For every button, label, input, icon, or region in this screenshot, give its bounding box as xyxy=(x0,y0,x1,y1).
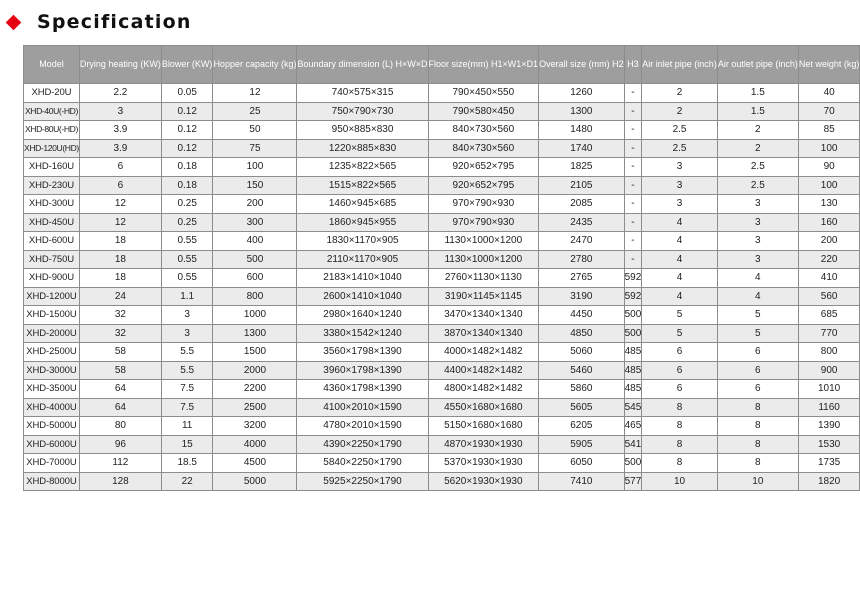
cell-floor-size: 3470×1340×1340 xyxy=(428,306,539,325)
cell-air-outlet-pipe: 3 xyxy=(717,213,798,232)
cell-overall-size: 5060 xyxy=(539,343,625,362)
cell-drying-heating: 3 xyxy=(79,102,161,121)
cell-hopper-capacity: 50 xyxy=(213,121,297,140)
cell-h3: - xyxy=(624,250,642,269)
cell-floor-size: 4870×1930×1930 xyxy=(428,435,539,454)
cell-boundary-dimension: 4100×2010×1590 xyxy=(297,398,428,417)
cell-drying-heating: 128 xyxy=(79,472,161,491)
cell-model: XHD-8000U xyxy=(24,472,80,491)
cell-floor-size: 920×652×795 xyxy=(428,176,539,195)
cell-h3: - xyxy=(624,121,642,140)
cell-overall-size: 1260 xyxy=(539,84,625,103)
cell-air-outlet-pipe: 5 xyxy=(717,324,798,343)
cell-floor-size: 840×730×560 xyxy=(428,139,539,158)
cell-air-outlet-pipe: 3 xyxy=(717,195,798,214)
table-row xyxy=(24,454,860,473)
cell-model: XHD-3000U xyxy=(24,361,80,380)
cell-overall-size: 5905 xyxy=(539,435,625,454)
cell-model: XHD-20U xyxy=(24,84,80,103)
cell-floor-size: 4400×1482×1482 xyxy=(428,361,539,380)
cell-floor-size: 3190×1145×1145 xyxy=(428,287,539,306)
cell-h3: - xyxy=(624,176,642,195)
cell-net-weight: 40 xyxy=(798,84,860,103)
cell-boundary-dimension: 2600×1410×1040 xyxy=(297,287,428,306)
cell-air-inlet-pipe: 4 xyxy=(642,250,718,269)
cell-net-weight: 800 xyxy=(798,343,860,362)
cell-h3: 545 xyxy=(624,398,642,417)
cell-drying-heating: 64 xyxy=(79,398,161,417)
cell-drying-heating: 2.2 xyxy=(79,84,161,103)
table-row xyxy=(24,158,860,177)
cell-net-weight: 1735 xyxy=(798,454,860,473)
cell-net-weight: 220 xyxy=(798,250,860,269)
cell-drying-heating: 24 xyxy=(79,287,161,306)
cell-blower: 0.55 xyxy=(161,269,213,288)
cell-air-outlet-pipe: 2.5 xyxy=(717,176,798,195)
cell-net-weight: 560 xyxy=(798,287,860,306)
cell-blower: 11 xyxy=(161,417,213,436)
cell-boundary-dimension: 1830×1170×905 xyxy=(297,232,428,251)
table-row xyxy=(24,213,860,232)
cell-hopper-capacity: 1500 xyxy=(213,343,297,362)
cell-model: XHD-230U xyxy=(24,176,80,195)
cell-overall-size: 2470 xyxy=(539,232,625,251)
cell-h3: 500 xyxy=(624,306,642,325)
cell-air-outlet-pipe: 3 xyxy=(717,232,798,251)
cell-overall-size: 2105 xyxy=(539,176,625,195)
cell-blower: 0.25 xyxy=(161,213,213,232)
cell-model: XHD-80U(-HD) xyxy=(24,121,80,140)
cell-hopper-capacity: 2500 xyxy=(213,398,297,417)
cell-air-outlet-pipe: 6 xyxy=(717,343,798,362)
cell-blower: 3 xyxy=(161,306,213,325)
table-row xyxy=(24,361,860,380)
cell-blower: 0.12 xyxy=(161,139,213,158)
cell-boundary-dimension: 950×885×830 xyxy=(297,121,428,140)
cell-boundary-dimension: 750×790×730 xyxy=(297,102,428,121)
cell-floor-size: 5620×1930×1930 xyxy=(428,472,539,491)
cell-h3: - xyxy=(624,195,642,214)
cell-overall-size: 5860 xyxy=(539,380,625,399)
cell-blower: 1.1 xyxy=(161,287,213,306)
cell-blower: 15 xyxy=(161,435,213,454)
cell-h3: - xyxy=(624,232,642,251)
cell-floor-size: 790×450×550 xyxy=(428,84,539,103)
cell-hopper-capacity: 100 xyxy=(213,158,297,177)
cell-air-inlet-pipe: 8 xyxy=(642,454,718,473)
cell-overall-size: 2085 xyxy=(539,195,625,214)
cell-model: XHD-450U xyxy=(24,213,80,232)
page-title: Specification xyxy=(37,11,192,33)
cell-model: XHD-1500U xyxy=(24,306,80,325)
col-header-model: Model xyxy=(24,46,80,84)
cell-air-inlet-pipe: 3 xyxy=(642,176,718,195)
cell-blower: 5.5 xyxy=(161,361,213,380)
cell-model: XHD-300U xyxy=(24,195,80,214)
cell-air-inlet-pipe: 2 xyxy=(642,102,718,121)
cell-blower: 7.5 xyxy=(161,380,213,399)
table-row xyxy=(24,176,860,195)
cell-overall-size: 4850 xyxy=(539,324,625,343)
cell-overall-size: 1480 xyxy=(539,121,625,140)
cell-floor-size: 840×730×560 xyxy=(428,121,539,140)
cell-blower: 0.12 xyxy=(161,121,213,140)
cell-air-inlet-pipe: 6 xyxy=(642,380,718,399)
cell-air-inlet-pipe: 3 xyxy=(642,195,718,214)
cell-air-inlet-pipe: 4 xyxy=(642,213,718,232)
cell-hopper-capacity: 4000 xyxy=(213,435,297,454)
cell-model: XHD-2500U xyxy=(24,343,80,362)
cell-drying-heating: 96 xyxy=(79,435,161,454)
cell-h3: - xyxy=(624,158,642,177)
col-header-air-inlet-pipe: Air inlet pipe (inch) xyxy=(642,46,718,84)
cell-floor-size: 4000×1482×1482 xyxy=(428,343,539,362)
col-header-net-weight: Net weight (kg) xyxy=(798,46,860,84)
cell-air-outlet-pipe: 1.5 xyxy=(717,102,798,121)
cell-air-outlet-pipe: 4 xyxy=(717,287,798,306)
cell-air-outlet-pipe: 8 xyxy=(717,435,798,454)
cell-net-weight: 770 xyxy=(798,324,860,343)
cell-boundary-dimension: 4780×2010×1590 xyxy=(297,417,428,436)
cell-blower: 0.12 xyxy=(161,102,213,121)
cell-blower: 7.5 xyxy=(161,398,213,417)
cell-drying-heating: 12 xyxy=(79,195,161,214)
cell-drying-heating: 18 xyxy=(79,269,161,288)
table-row xyxy=(24,380,860,399)
cell-boundary-dimension: 1860×945×955 xyxy=(297,213,428,232)
cell-boundary-dimension: 4360×1798×1390 xyxy=(297,380,428,399)
cell-drying-heating: 3.9 xyxy=(79,139,161,158)
cell-air-inlet-pipe: 6 xyxy=(642,343,718,362)
cell-net-weight: 900 xyxy=(798,361,860,380)
cell-model: XHD-6000U xyxy=(24,435,80,454)
cell-boundary-dimension: 1235×822×565 xyxy=(297,158,428,177)
cell-air-inlet-pipe: 8 xyxy=(642,398,718,417)
cell-boundary-dimension: 740×575×315 xyxy=(297,84,428,103)
cell-model: XHD-4000U xyxy=(24,398,80,417)
cell-net-weight: 85 xyxy=(798,121,860,140)
cell-overall-size: 4450 xyxy=(539,306,625,325)
col-header-floor-size: Floor size(mm) H1×W1×D1 xyxy=(428,46,539,84)
cell-h3: 592 xyxy=(624,287,642,306)
cell-hopper-capacity: 400 xyxy=(213,232,297,251)
cell-air-outlet-pipe: 8 xyxy=(717,454,798,473)
cell-air-inlet-pipe: 5 xyxy=(642,306,718,325)
cell-floor-size: 1130×1000×1200 xyxy=(428,250,539,269)
cell-model: XHD-2000U xyxy=(24,324,80,343)
cell-hopper-capacity: 1000 xyxy=(213,306,297,325)
cell-net-weight: 685 xyxy=(798,306,860,325)
cell-air-outlet-pipe: 3 xyxy=(717,250,798,269)
cell-blower: 0.18 xyxy=(161,176,213,195)
cell-model: XHD-7000U xyxy=(24,454,80,473)
cell-net-weight: 160 xyxy=(798,213,860,232)
cell-hopper-capacity: 2000 xyxy=(213,361,297,380)
cell-air-outlet-pipe: 2.5 xyxy=(717,158,798,177)
cell-boundary-dimension: 3960×1798×1390 xyxy=(297,361,428,380)
cell-blower: 18.5 xyxy=(161,454,213,473)
cell-hopper-capacity: 500 xyxy=(213,250,297,269)
cell-net-weight: 1010 xyxy=(798,380,860,399)
cell-model: XHD-120U(HD) xyxy=(24,139,80,158)
cell-air-outlet-pipe: 6 xyxy=(717,380,798,399)
cell-floor-size: 3870×1340×1340 xyxy=(428,324,539,343)
cell-hopper-capacity: 2200 xyxy=(213,380,297,399)
cell-net-weight: 1530 xyxy=(798,435,860,454)
cell-net-weight: 70 xyxy=(798,102,860,121)
cell-air-outlet-pipe: 6 xyxy=(717,361,798,380)
col-header-overall-size: Overall size (mm) H2 xyxy=(539,46,625,84)
cell-net-weight: 130 xyxy=(798,195,860,214)
cell-model: XHD-5000U xyxy=(24,417,80,436)
cell-blower: 0.25 xyxy=(161,195,213,214)
cell-boundary-dimension: 1220×885×830 xyxy=(297,139,428,158)
cell-air-inlet-pipe: 2 xyxy=(642,84,718,103)
specification-table xyxy=(23,45,860,491)
cell-hopper-capacity: 4500 xyxy=(213,454,297,473)
cell-blower: 0.55 xyxy=(161,250,213,269)
cell-air-inlet-pipe: 8 xyxy=(642,417,718,436)
table-row xyxy=(24,139,860,158)
cell-drying-heating: 18 xyxy=(79,250,161,269)
cell-hopper-capacity: 5000 xyxy=(213,472,297,491)
cell-floor-size: 1130×1000×1200 xyxy=(428,232,539,251)
cell-floor-size: 4550×1680×1680 xyxy=(428,398,539,417)
cell-model: XHD-3500U xyxy=(24,380,80,399)
table-row xyxy=(24,102,860,121)
table-row xyxy=(24,472,860,491)
cell-overall-size: 5605 xyxy=(539,398,625,417)
cell-overall-size: 1825 xyxy=(539,158,625,177)
cell-h3: - xyxy=(624,213,642,232)
table-row xyxy=(24,84,860,103)
section-heading xyxy=(6,8,192,36)
cell-blower: 0.55 xyxy=(161,232,213,251)
cell-air-inlet-pipe: 4 xyxy=(642,287,718,306)
table-row xyxy=(24,250,860,269)
cell-boundary-dimension: 5925×2250×1790 xyxy=(297,472,428,491)
cell-h3: - xyxy=(624,139,642,158)
cell-hopper-capacity: 800 xyxy=(213,287,297,306)
cell-air-inlet-pipe: 2.5 xyxy=(642,121,718,140)
cell-h3: 577 xyxy=(624,472,642,491)
table-row xyxy=(24,121,860,140)
cell-blower: 3 xyxy=(161,324,213,343)
cell-drying-heating: 58 xyxy=(79,361,161,380)
cell-floor-size: 970×790×930 xyxy=(428,195,539,214)
cell-air-inlet-pipe: 8 xyxy=(642,435,718,454)
cell-air-outlet-pipe: 8 xyxy=(717,417,798,436)
cell-overall-size: 3190 xyxy=(539,287,625,306)
cell-h3: - xyxy=(624,102,642,121)
cell-air-outlet-pipe: 4 xyxy=(717,269,798,288)
cell-overall-size: 2765 xyxy=(539,269,625,288)
cell-air-inlet-pipe: 6 xyxy=(642,361,718,380)
cell-air-outlet-pipe: 8 xyxy=(717,398,798,417)
cell-model: XHD-600U xyxy=(24,232,80,251)
cell-floor-size: 920×652×795 xyxy=(428,158,539,177)
cell-floor-size: 970×790×930 xyxy=(428,213,539,232)
cell-hopper-capacity: 1300 xyxy=(213,324,297,343)
table-row xyxy=(24,398,860,417)
col-header-boundary-dimension: Boundary dimension (L) H×W×D xyxy=(297,46,428,84)
cell-net-weight: 200 xyxy=(798,232,860,251)
cell-air-outlet-pipe: 1.5 xyxy=(717,84,798,103)
cell-overall-size: 6205 xyxy=(539,417,625,436)
cell-drying-heating: 3.9 xyxy=(79,121,161,140)
table-row xyxy=(24,195,860,214)
cell-boundary-dimension: 4390×2250×1790 xyxy=(297,435,428,454)
table-row xyxy=(24,269,860,288)
table-row xyxy=(24,287,860,306)
cell-air-inlet-pipe: 3 xyxy=(642,158,718,177)
cell-boundary-dimension: 1515×822×565 xyxy=(297,176,428,195)
cell-blower: 5.5 xyxy=(161,343,213,362)
cell-net-weight: 100 xyxy=(798,176,860,195)
cell-air-outlet-pipe: 2 xyxy=(717,139,798,158)
cell-hopper-capacity: 25 xyxy=(213,102,297,121)
cell-model: XHD-40U(-HD) xyxy=(24,102,80,121)
cell-h3: 500 xyxy=(624,324,642,343)
cell-h3: 592 xyxy=(624,269,642,288)
col-header-drying-heating: Drying heating (KW) xyxy=(79,46,161,84)
cell-drying-heating: 6 xyxy=(79,176,161,195)
table-row xyxy=(24,343,860,362)
cell-model: XHD-1200U xyxy=(24,287,80,306)
cell-model: XHD-900U xyxy=(24,269,80,288)
col-header-blower: Blower (KW) xyxy=(161,46,213,84)
table-row xyxy=(24,232,860,251)
cell-h3: 465 xyxy=(624,417,642,436)
cell-overall-size: 5460 xyxy=(539,361,625,380)
cell-hopper-capacity: 75 xyxy=(213,139,297,158)
cell-boundary-dimension: 1460×945×685 xyxy=(297,195,428,214)
cell-hopper-capacity: 600 xyxy=(213,269,297,288)
cell-overall-size: 2780 xyxy=(539,250,625,269)
cell-hopper-capacity: 12 xyxy=(213,84,297,103)
cell-drying-heating: 18 xyxy=(79,232,161,251)
cell-net-weight: 1390 xyxy=(798,417,860,436)
cell-hopper-capacity: 150 xyxy=(213,176,297,195)
cell-model: XHD-160U xyxy=(24,158,80,177)
cell-air-inlet-pipe: 4 xyxy=(642,232,718,251)
cell-air-outlet-pipe: 5 xyxy=(717,306,798,325)
cell-hopper-capacity: 300 xyxy=(213,213,297,232)
cell-overall-size: 1740 xyxy=(539,139,625,158)
cell-drying-heating: 112 xyxy=(79,454,161,473)
cell-h3: 541 xyxy=(624,435,642,454)
cell-h3: - xyxy=(624,84,642,103)
cell-h3: 485 xyxy=(624,380,642,399)
cell-overall-size: 6050 xyxy=(539,454,625,473)
cell-hopper-capacity: 3200 xyxy=(213,417,297,436)
cell-drying-heating: 80 xyxy=(79,417,161,436)
cell-air-inlet-pipe: 10 xyxy=(642,472,718,491)
cell-net-weight: 1160 xyxy=(798,398,860,417)
cell-overall-size: 7410 xyxy=(539,472,625,491)
cell-drying-heating: 64 xyxy=(79,380,161,399)
cell-boundary-dimension: 5840×2250×1790 xyxy=(297,454,428,473)
cell-overall-size: 2435 xyxy=(539,213,625,232)
col-header-hopper-capacity: Hopper capacity (kg) xyxy=(213,46,297,84)
cell-air-outlet-pipe: 10 xyxy=(717,472,798,491)
cell-hopper-capacity: 200 xyxy=(213,195,297,214)
cell-blower: 0.05 xyxy=(161,84,213,103)
cell-net-weight: 1820 xyxy=(798,472,860,491)
col-header-air-outlet-pipe: Air outlet pipe (inch) xyxy=(717,46,798,84)
cell-drying-heating: 12 xyxy=(79,213,161,232)
table-header-row xyxy=(24,46,860,84)
table-row xyxy=(24,417,860,436)
cell-net-weight: 100 xyxy=(798,139,860,158)
cell-model: XHD-750U xyxy=(24,250,80,269)
cell-drying-heating: 58 xyxy=(79,343,161,362)
cell-drying-heating: 32 xyxy=(79,324,161,343)
cell-air-inlet-pipe: 4 xyxy=(642,269,718,288)
table-row xyxy=(24,306,860,325)
table-row xyxy=(24,324,860,343)
cell-floor-size: 4800×1482×1482 xyxy=(428,380,539,399)
cell-drying-heating: 32 xyxy=(79,306,161,325)
col-header-h3: H3 xyxy=(624,46,642,84)
cell-blower: 22 xyxy=(161,472,213,491)
cell-air-inlet-pipe: 2.5 xyxy=(642,139,718,158)
cell-drying-heating: 6 xyxy=(79,158,161,177)
cell-air-outlet-pipe: 2 xyxy=(717,121,798,140)
cell-floor-size: 790×580×450 xyxy=(428,102,539,121)
cell-net-weight: 410 xyxy=(798,269,860,288)
cell-boundary-dimension: 2980×1640×1240 xyxy=(297,306,428,325)
cell-blower: 0.18 xyxy=(161,158,213,177)
cell-floor-size: 2760×1130×1130 xyxy=(428,269,539,288)
diamond-bullet-icon xyxy=(6,14,22,30)
cell-boundary-dimension: 2183×1410×1040 xyxy=(297,269,428,288)
cell-boundary-dimension: 2110×1170×905 xyxy=(297,250,428,269)
cell-net-weight: 90 xyxy=(798,158,860,177)
cell-h3: 485 xyxy=(624,361,642,380)
table-row xyxy=(24,435,860,454)
cell-air-inlet-pipe: 5 xyxy=(642,324,718,343)
cell-floor-size: 5150×1680×1680 xyxy=(428,417,539,436)
cell-h3: 485 xyxy=(624,343,642,362)
cell-boundary-dimension: 3560×1798×1390 xyxy=(297,343,428,362)
cell-floor-size: 5370×1930×1930 xyxy=(428,454,539,473)
cell-h3: 500 xyxy=(624,454,642,473)
cell-boundary-dimension: 3380×1542×1240 xyxy=(297,324,428,343)
cell-overall-size: 1300 xyxy=(539,102,625,121)
